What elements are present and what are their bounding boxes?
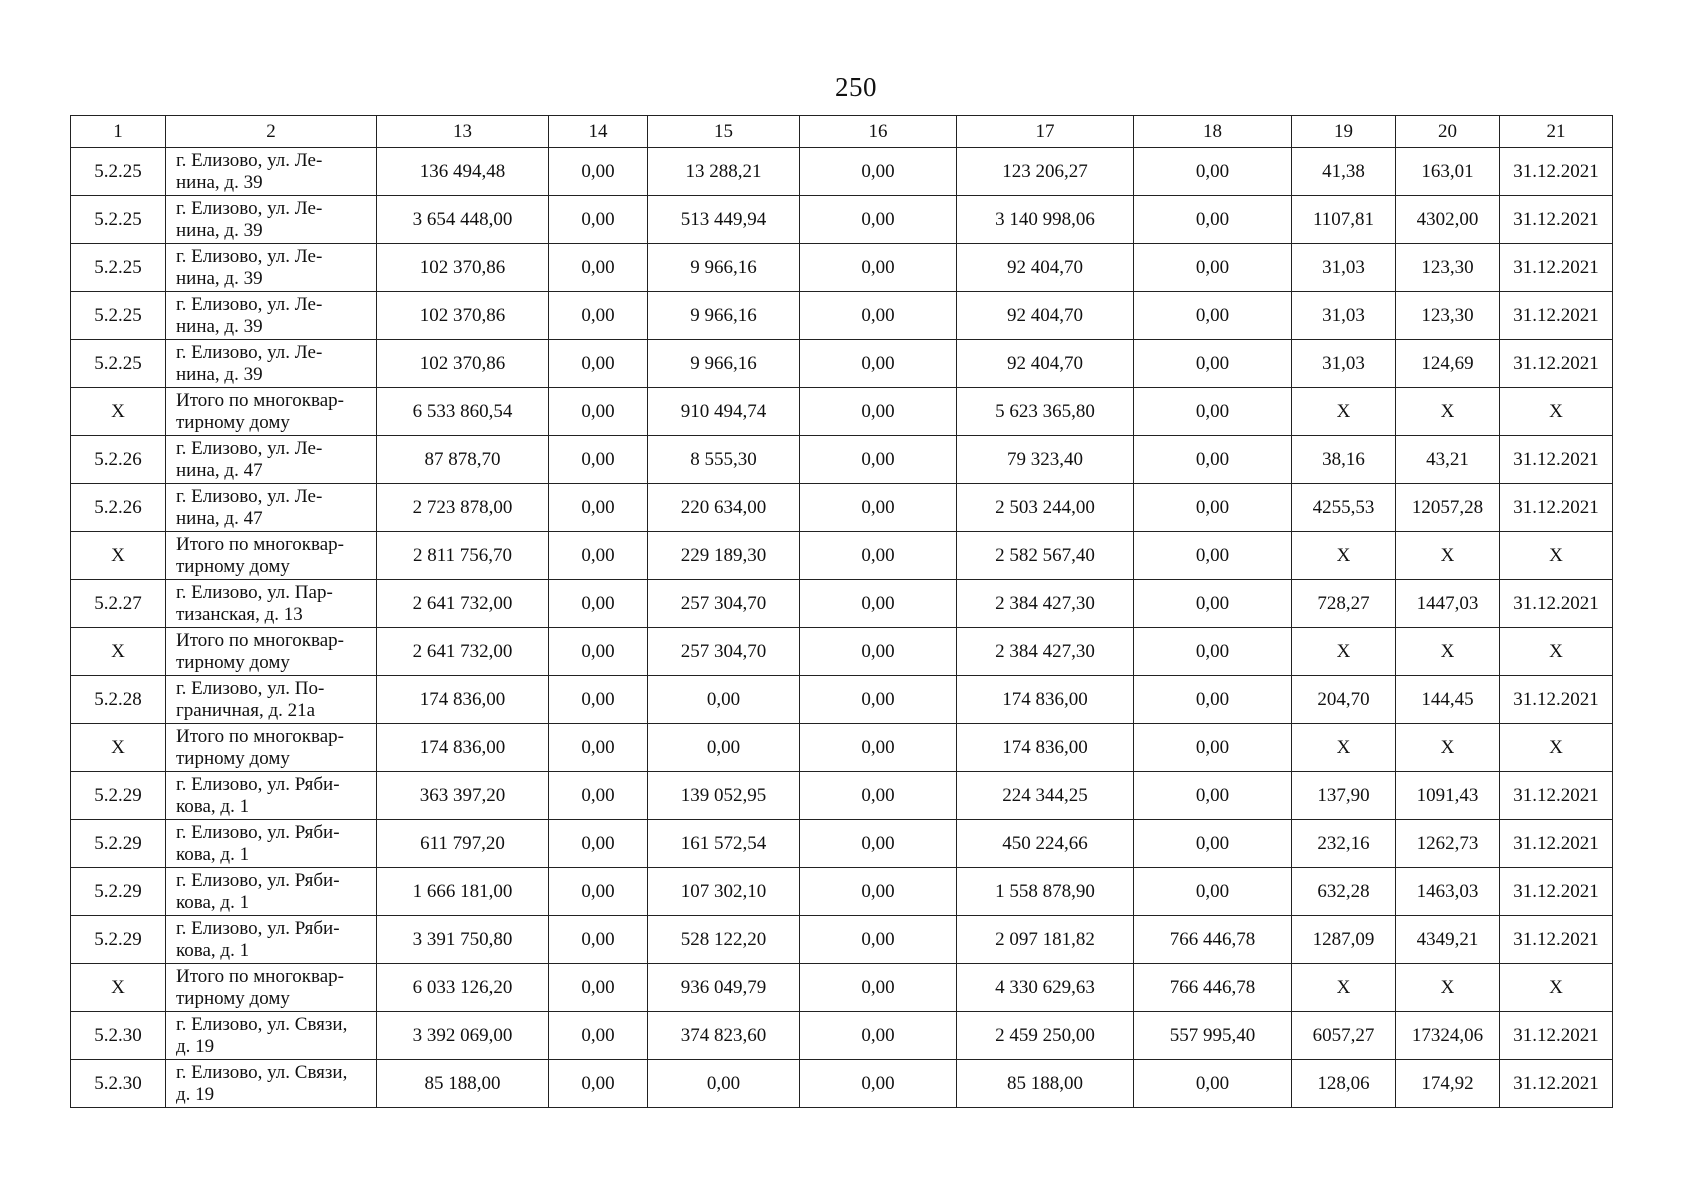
cell-col-20: 1447,03 (1396, 580, 1500, 628)
cell-col-14: 0,00 (549, 196, 648, 244)
cell-col-20: 123,30 (1396, 244, 1500, 292)
cell-col-19: 6057,27 (1292, 1012, 1396, 1060)
cell-col-14: 0,00 (549, 676, 648, 724)
cell-col-18: 0,00 (1134, 292, 1292, 340)
cell-col-14: 0,00 (549, 532, 648, 580)
table-row (71, 820, 1613, 868)
cell-col-19: Х (1292, 724, 1396, 772)
cell-col-16: 0,00 (800, 340, 957, 388)
cell-col-21: 31.12.2021 (1500, 340, 1613, 388)
cell-col-20: 1262,73 (1396, 820, 1500, 868)
cell-col-20: 4302,00 (1396, 196, 1500, 244)
cell-col-21: 31.12.2021 (1500, 484, 1613, 532)
cell-col-13: 2 811 756,70 (377, 532, 549, 580)
cell-col-17: 123 206,27 (957, 148, 1134, 196)
cell-col-20: 43,21 (1396, 436, 1500, 484)
cell-col-17: 224 344,25 (957, 772, 1134, 820)
cell-col-21: 31.12.2021 (1500, 292, 1613, 340)
header-cell-col-19: 19 (1292, 116, 1396, 148)
cell-col-18: 0,00 (1134, 676, 1292, 724)
cell-col-19: 31,03 (1292, 340, 1396, 388)
cell-address: г. Елизово, ул. Ле- нина, д. 39 (166, 244, 377, 292)
cell-row-number: 5.2.28 (71, 676, 166, 724)
cell-col-15: 107 302,10 (648, 868, 800, 916)
cell-col-14: 0,00 (549, 772, 648, 820)
cell-col-13: 102 370,86 (377, 292, 549, 340)
cell-col-20: 144,45 (1396, 676, 1500, 724)
cell-address: Итого по многоквар- тирному дому (166, 628, 377, 676)
cell-address: Итого по многоквар- тирному дому (166, 724, 377, 772)
cell-col-15: 0,00 (648, 676, 800, 724)
cell-col-13: 102 370,86 (377, 340, 549, 388)
cell-col-16: 0,00 (800, 388, 957, 436)
cell-col-19: 1287,09 (1292, 916, 1396, 964)
table-row (71, 1060, 1613, 1108)
cell-col-14: 0,00 (549, 340, 648, 388)
cell-col-17: 2 384 427,30 (957, 580, 1134, 628)
cell-col-13: 6 033 126,20 (377, 964, 549, 1012)
cell-col-14: 0,00 (549, 916, 648, 964)
cell-col-14: 0,00 (549, 1060, 648, 1108)
cell-address: г. Елизово, ул. Связи, д. 19 (166, 1012, 377, 1060)
cell-col-16: 0,00 (800, 148, 957, 196)
table-row (71, 532, 1613, 580)
cell-col-13: 2 723 878,00 (377, 484, 549, 532)
header-cell-col-15: 15 (648, 116, 800, 148)
cell-col-18: 0,00 (1134, 868, 1292, 916)
cell-col-18: 0,00 (1134, 820, 1292, 868)
header-cell-address: 2 (166, 116, 377, 148)
cell-col-21: 31.12.2021 (1500, 1012, 1613, 1060)
cell-col-13: 102 370,86 (377, 244, 549, 292)
cell-col-13: 85 188,00 (377, 1060, 549, 1108)
cell-col-14: 0,00 (549, 868, 648, 916)
cell-col-19: Х (1292, 964, 1396, 1012)
cell-address: г. Елизово, ул. Ле- нина, д. 39 (166, 340, 377, 388)
cell-row-number: 5.2.29 (71, 916, 166, 964)
table-row (71, 772, 1613, 820)
cell-col-21: 31.12.2021 (1500, 196, 1613, 244)
cell-col-14: 0,00 (549, 484, 648, 532)
cell-col-15: 910 494,74 (648, 388, 800, 436)
cell-col-16: 0,00 (800, 292, 957, 340)
header-cell-col-21: 21 (1500, 116, 1613, 148)
table-row (71, 964, 1613, 1012)
cell-col-19: 232,16 (1292, 820, 1396, 868)
cell-address: г. Елизово, ул. Ле- нина, д. 47 (166, 436, 377, 484)
cell-col-19: 137,90 (1292, 772, 1396, 820)
cell-col-18: 0,00 (1134, 532, 1292, 580)
cell-col-19: Х (1292, 388, 1396, 436)
cell-col-17: 5 623 365,80 (957, 388, 1134, 436)
cell-col-18: 0,00 (1134, 244, 1292, 292)
cell-col-16: 0,00 (800, 916, 957, 964)
cell-col-21: 31.12.2021 (1500, 580, 1613, 628)
cell-col-14: 0,00 (549, 436, 648, 484)
cell-row-number: Х (71, 532, 166, 580)
cell-col-17: 174 836,00 (957, 676, 1134, 724)
cell-col-21: 31.12.2021 (1500, 820, 1613, 868)
cell-col-20: 12057,28 (1396, 484, 1500, 532)
header-cell-row-number: 1 (71, 116, 166, 148)
cell-col-19: Х (1292, 532, 1396, 580)
cell-col-17: 4 330 629,63 (957, 964, 1134, 1012)
cell-col-18: 0,00 (1134, 628, 1292, 676)
cell-col-19: 4255,53 (1292, 484, 1396, 532)
cell-col-19: 31,03 (1292, 292, 1396, 340)
table-row (71, 388, 1613, 436)
cell-col-13: 3 391 750,80 (377, 916, 549, 964)
cell-col-18: 0,00 (1134, 484, 1292, 532)
cell-col-18: 0,00 (1134, 340, 1292, 388)
table-row (71, 628, 1613, 676)
cell-col-16: 0,00 (800, 580, 957, 628)
cell-address: Итого по многоквар- тирному дому (166, 532, 377, 580)
cell-address: г. Елизово, ул. Ле- нина, д. 47 (166, 484, 377, 532)
cell-col-15: 13 288,21 (648, 148, 800, 196)
cell-col-20: 1091,43 (1396, 772, 1500, 820)
cell-col-14: 0,00 (549, 964, 648, 1012)
cell-address: г. Елизово, ул. Ряби- кова, д. 1 (166, 916, 377, 964)
cell-col-16: 0,00 (800, 484, 957, 532)
cell-col-14: 0,00 (549, 724, 648, 772)
cell-col-13: 2 641 732,00 (377, 580, 549, 628)
cell-col-20: 163,01 (1396, 148, 1500, 196)
cell-col-20: Х (1396, 628, 1500, 676)
cell-col-13: 1 666 181,00 (377, 868, 549, 916)
cell-col-18: 0,00 (1134, 1060, 1292, 1108)
cell-col-15: 8 555,30 (648, 436, 800, 484)
cell-col-17: 92 404,70 (957, 292, 1134, 340)
table-row (71, 244, 1613, 292)
cell-col-16: 0,00 (800, 724, 957, 772)
cell-row-number: Х (71, 388, 166, 436)
cell-col-21: Х (1500, 724, 1613, 772)
cell-col-13: 6 533 860,54 (377, 388, 549, 436)
table-row (71, 676, 1613, 724)
cell-col-14: 0,00 (549, 388, 648, 436)
header-cell-col-13: 13 (377, 116, 549, 148)
cell-address: г. Елизово, ул. Ле- нина, д. 39 (166, 196, 377, 244)
cell-col-16: 0,00 (800, 244, 957, 292)
cell-address: г. Елизово, ул. Ле- нина, д. 39 (166, 292, 377, 340)
cell-col-17: 2 097 181,82 (957, 916, 1134, 964)
table-row (71, 580, 1613, 628)
cell-col-19: Х (1292, 628, 1396, 676)
cell-col-15: 161 572,54 (648, 820, 800, 868)
cell-address: г. Елизово, ул. Пар- тизанская, д. 13 (166, 580, 377, 628)
header-cell-col-17: 17 (957, 116, 1134, 148)
cell-col-14: 0,00 (549, 820, 648, 868)
cell-col-20: 174,92 (1396, 1060, 1500, 1108)
cell-col-15: 9 966,16 (648, 340, 800, 388)
cell-col-15: 528 122,20 (648, 916, 800, 964)
cell-col-14: 0,00 (549, 1012, 648, 1060)
cell-col-17: 85 188,00 (957, 1060, 1134, 1108)
cell-col-16: 0,00 (800, 532, 957, 580)
table-row (71, 292, 1613, 340)
cell-col-13: 363 397,20 (377, 772, 549, 820)
cell-col-15: 257 304,70 (648, 628, 800, 676)
table-row (71, 1012, 1613, 1060)
cell-col-21: 31.12.2021 (1500, 868, 1613, 916)
cell-address: г. Елизово, ул. Ле- нина, д. 39 (166, 148, 377, 196)
cell-col-20: 4349,21 (1396, 916, 1500, 964)
cell-col-21: 31.12.2021 (1500, 772, 1613, 820)
cell-col-19: 31,03 (1292, 244, 1396, 292)
cell-col-20: 124,69 (1396, 340, 1500, 388)
cell-address: г. Елизово, ул. По- граничная, д. 21а (166, 676, 377, 724)
cell-col-17: 1 558 878,90 (957, 868, 1134, 916)
cell-col-19: 41,38 (1292, 148, 1396, 196)
cell-col-18: 0,00 (1134, 724, 1292, 772)
cell-col-19: 728,27 (1292, 580, 1396, 628)
cell-col-18: 0,00 (1134, 388, 1292, 436)
cell-col-16: 0,00 (800, 436, 957, 484)
header-row (71, 116, 1613, 148)
table-row (71, 724, 1613, 772)
cell-col-17: 450 224,66 (957, 820, 1134, 868)
cell-row-number: 5.2.25 (71, 244, 166, 292)
header-cell-col-20: 20 (1396, 116, 1500, 148)
cell-col-15: 0,00 (648, 1060, 800, 1108)
cell-col-21: 31.12.2021 (1500, 148, 1613, 196)
cell-address: г. Елизово, ул. Ряби- кова, д. 1 (166, 868, 377, 916)
cell-col-14: 0,00 (549, 580, 648, 628)
cell-col-18: 0,00 (1134, 196, 1292, 244)
cell-col-17: 174 836,00 (957, 724, 1134, 772)
cell-row-number: 5.2.25 (71, 148, 166, 196)
cell-col-15: 220 634,00 (648, 484, 800, 532)
cell-col-21: 31.12.2021 (1500, 916, 1613, 964)
cell-col-16: 0,00 (800, 1012, 957, 1060)
cell-row-number: 5.2.26 (71, 484, 166, 532)
cell-col-20: Х (1396, 964, 1500, 1012)
cell-col-18: 0,00 (1134, 580, 1292, 628)
cell-address: Итого по многоквар- тирному дому (166, 388, 377, 436)
cell-address: Итого по многоквар- тирному дому (166, 964, 377, 1012)
table-body (71, 148, 1613, 1108)
cell-col-18: 557 995,40 (1134, 1012, 1292, 1060)
table-header (71, 116, 1613, 148)
table-row (71, 340, 1613, 388)
cell-col-17: 2 582 567,40 (957, 532, 1134, 580)
cell-col-16: 0,00 (800, 196, 957, 244)
table-row (71, 436, 1613, 484)
cell-col-19: 204,70 (1292, 676, 1396, 724)
cell-col-17: 92 404,70 (957, 244, 1134, 292)
cell-col-16: 0,00 (800, 676, 957, 724)
cell-col-18: 766 446,78 (1134, 916, 1292, 964)
cell-col-16: 0,00 (800, 772, 957, 820)
cell-address: г. Елизово, ул. Связи, д. 19 (166, 1060, 377, 1108)
header-cell-col-14: 14 (549, 116, 648, 148)
cell-col-19: 38,16 (1292, 436, 1396, 484)
cell-col-18: 0,00 (1134, 148, 1292, 196)
table-row (71, 196, 1613, 244)
cell-col-13: 174 836,00 (377, 724, 549, 772)
cell-row-number: 5.2.30 (71, 1012, 166, 1060)
cell-col-14: 0,00 (549, 292, 648, 340)
table-row (71, 148, 1613, 196)
data-table (70, 115, 1613, 1108)
cell-col-20: Х (1396, 532, 1500, 580)
cell-col-19: 632,28 (1292, 868, 1396, 916)
cell-col-21: 31.12.2021 (1500, 436, 1613, 484)
cell-col-17: 2 503 244,00 (957, 484, 1134, 532)
cell-col-13: 2 641 732,00 (377, 628, 549, 676)
cell-col-15: 936 049,79 (648, 964, 800, 1012)
cell-col-17: 79 323,40 (957, 436, 1134, 484)
cell-col-15: 9 966,16 (648, 292, 800, 340)
cell-row-number: 5.2.27 (71, 580, 166, 628)
cell-col-15: 9 966,16 (648, 244, 800, 292)
cell-col-17: 3 140 998,06 (957, 196, 1134, 244)
cell-col-15: 139 052,95 (648, 772, 800, 820)
cell-col-21: Х (1500, 964, 1613, 1012)
header-cell-col-16: 16 (800, 116, 957, 148)
page-number: 250 (835, 72, 877, 102)
table-row (71, 484, 1613, 532)
cell-col-19: 1107,81 (1292, 196, 1396, 244)
cell-col-21: 31.12.2021 (1500, 676, 1613, 724)
cell-col-21: Х (1500, 388, 1613, 436)
cell-col-13: 87 878,70 (377, 436, 549, 484)
cell-row-number: 5.2.25 (71, 340, 166, 388)
cell-col-16: 0,00 (800, 820, 957, 868)
cell-col-15: 0,00 (648, 724, 800, 772)
cell-col-15: 374 823,60 (648, 1012, 800, 1060)
cell-col-16: 0,00 (800, 1060, 957, 1108)
cell-col-13: 3 654 448,00 (377, 196, 549, 244)
cell-row-number: 5.2.25 (71, 292, 166, 340)
cell-col-14: 0,00 (549, 148, 648, 196)
cell-col-13: 3 392 069,00 (377, 1012, 549, 1060)
cell-col-16: 0,00 (800, 868, 957, 916)
cell-col-13: 611 797,20 (377, 820, 549, 868)
cell-row-number: Х (71, 628, 166, 676)
cell-row-number: Х (71, 964, 166, 1012)
cell-col-13: 174 836,00 (377, 676, 549, 724)
cell-col-13: 136 494,48 (377, 148, 549, 196)
cell-row-number: 5.2.29 (71, 868, 166, 916)
cell-col-20: Х (1396, 388, 1500, 436)
cell-row-number: 5.2.29 (71, 820, 166, 868)
cell-col-20: Х (1396, 724, 1500, 772)
cell-address: г. Елизово, ул. Ряби- кова, д. 1 (166, 820, 377, 868)
cell-col-21: Х (1500, 628, 1613, 676)
cell-col-15: 513 449,94 (648, 196, 800, 244)
cell-col-15: 257 304,70 (648, 580, 800, 628)
cell-col-20: 1463,03 (1396, 868, 1500, 916)
cell-col-19: 128,06 (1292, 1060, 1396, 1108)
cell-row-number: 5.2.25 (71, 196, 166, 244)
cell-col-18: 766 446,78 (1134, 964, 1292, 1012)
cell-address: г. Елизово, ул. Ряби- кова, д. 1 (166, 772, 377, 820)
header-cell-col-18: 18 (1134, 116, 1292, 148)
cell-col-17: 92 404,70 (957, 340, 1134, 388)
cell-col-17: 2 384 427,30 (957, 628, 1134, 676)
cell-col-21: Х (1500, 532, 1613, 580)
table-row (71, 916, 1613, 964)
cell-col-17: 2 459 250,00 (957, 1012, 1134, 1060)
cell-col-18: 0,00 (1134, 772, 1292, 820)
cell-col-20: 123,30 (1396, 292, 1500, 340)
cell-row-number: 5.2.30 (71, 1060, 166, 1108)
cell-row-number: 5.2.29 (71, 772, 166, 820)
cell-row-number: 5.2.26 (71, 436, 166, 484)
cell-row-number: Х (71, 724, 166, 772)
table-row (71, 868, 1613, 916)
cell-col-20: 17324,06 (1396, 1012, 1500, 1060)
cell-col-18: 0,00 (1134, 436, 1292, 484)
cell-col-16: 0,00 (800, 964, 957, 1012)
cell-col-21: 31.12.2021 (1500, 244, 1613, 292)
cell-col-21: 31.12.2021 (1500, 1060, 1613, 1108)
cell-col-16: 0,00 (800, 628, 957, 676)
cell-col-14: 0,00 (549, 628, 648, 676)
cell-col-14: 0,00 (549, 244, 648, 292)
cell-col-15: 229 189,30 (648, 532, 800, 580)
